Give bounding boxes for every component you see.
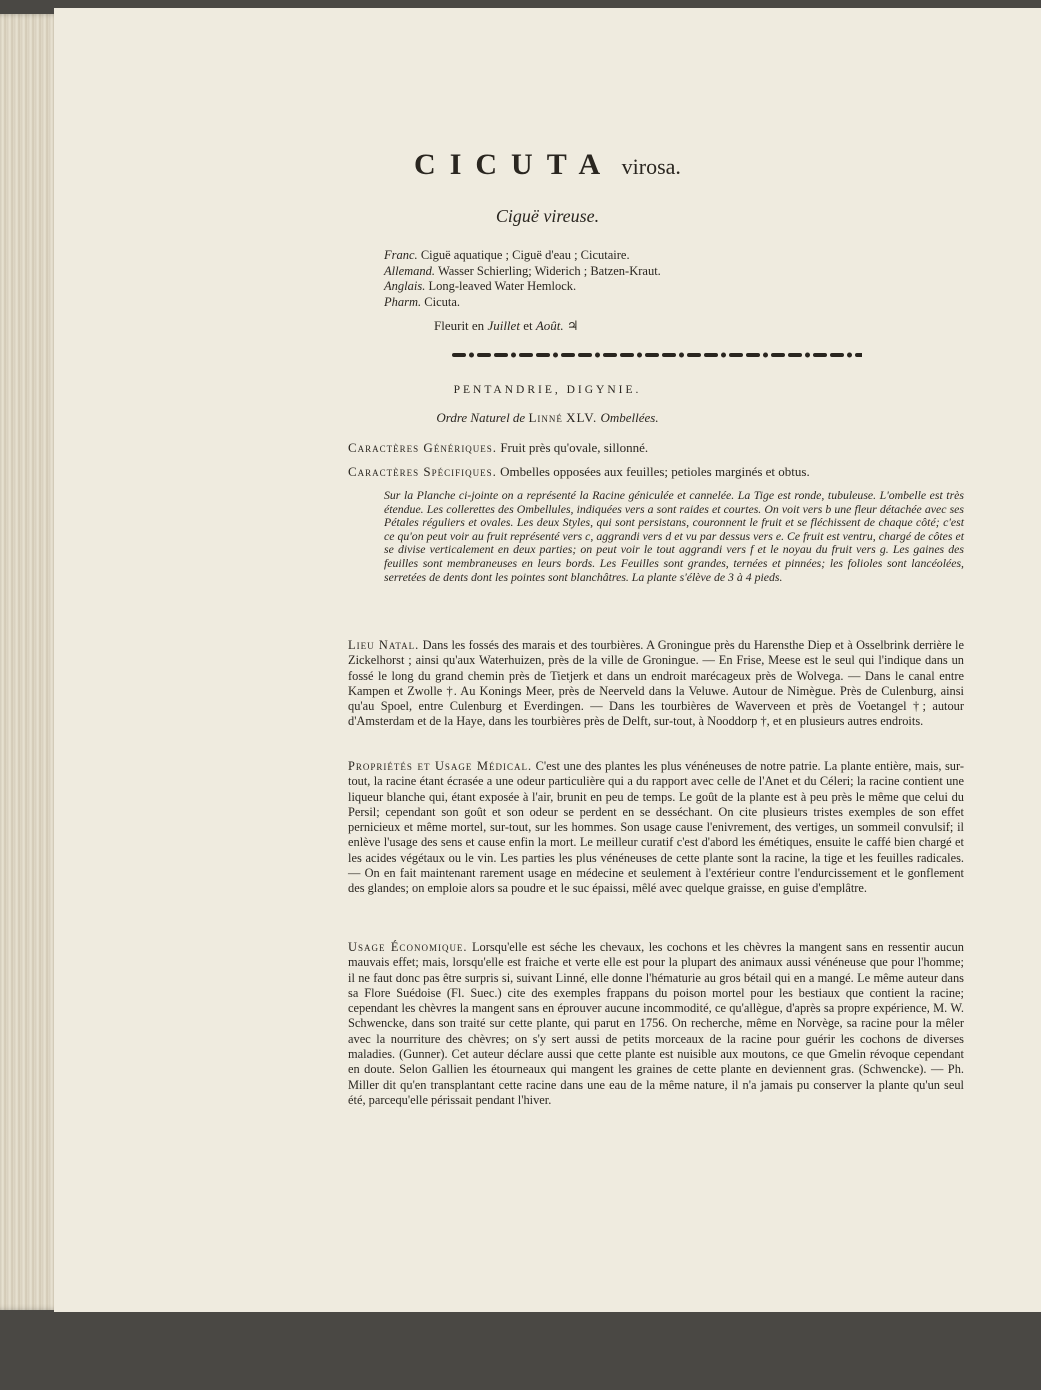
background-below-book — [0, 1312, 1041, 1390]
ornament-mark — [603, 353, 617, 357]
ornament-mark — [855, 353, 862, 357]
specific-label: Caractères Spécifiques. — [348, 464, 497, 479]
ornament-mark — [595, 353, 600, 358]
name-line — [384, 295, 661, 311]
ornament-mark — [771, 353, 785, 357]
specific-text: Ombelles opposées aux feuilles; petioles marginés et obtus. — [500, 464, 810, 479]
ornament-mark — [746, 353, 760, 357]
flowering-month-2: Août. — [535, 318, 564, 333]
name-line — [384, 264, 661, 280]
economic-usage-section — [348, 940, 964, 1108]
page-title — [54, 148, 1041, 182]
name-text: Wasser Schierling; Widerich ; Batzen-Kraut. — [437, 263, 661, 278]
flowering-month-1: Juillet — [487, 318, 520, 333]
ornamental-rule — [450, 351, 862, 359]
medical-properties-section — [348, 759, 964, 897]
ornament-mark — [578, 353, 592, 357]
name-line — [384, 248, 661, 264]
order-author: Linné — [528, 410, 563, 425]
name-text: Cicuta. — [424, 294, 461, 309]
ornament-mark — [561, 353, 575, 357]
ornament-mark — [645, 353, 659, 357]
ornament-mark — [553, 353, 558, 358]
ornament-mark — [679, 353, 684, 358]
ornament-mark — [452, 353, 466, 357]
generic-label: Caractères Génériques. — [348, 440, 498, 455]
ornament-mark — [536, 353, 550, 357]
specific-characters — [348, 464, 810, 480]
properties-label: Propriétés et Usage Médical. — [348, 759, 533, 773]
flowering-and: et — [523, 318, 533, 333]
page — [54, 8, 1041, 1312]
native-habitat-section — [348, 638, 964, 730]
perennial-symbol: ♃ — [566, 318, 579, 333]
classification: PENTANDRIE, DIGYNIE. — [453, 384, 642, 396]
language-label: Franc. — [384, 248, 418, 262]
page-edges — [0, 14, 62, 1310]
ornament-mark — [763, 353, 768, 358]
natural-order — [54, 410, 1041, 426]
ornament-mark — [494, 353, 508, 357]
ornament-mark — [704, 353, 718, 357]
ornament-mark — [788, 353, 802, 357]
order-prefix: Ordre Naturel de — [436, 410, 526, 425]
name-text: Ciguë aquatique ; Ciguë d'eau ; Cicutaire. — [420, 248, 630, 262]
ornament-mark — [637, 353, 642, 358]
common-name: Ciguë vireuse. — [495, 206, 600, 226]
ornament-mark — [729, 353, 743, 357]
language-label: Anglais. — [384, 279, 426, 293]
name-line — [384, 279, 661, 295]
plate-description: Sur la Planche ci-jointe on a représenté la Racine géniculée et cannelée. La Tige est ronde, tubuleuse. L'ombelle est très étendue. Les collerettes des Ombellules, indiquées vers a sont raides et courtes. On voit vers b une fleur détachée avec ses Pétales réguliers et ovales. Les deux Styles, qui sont persistans, couronnent le fruit et se fléchissent de chaque côté; c'est ce qu'on peut voir au fruit représenté vers c, aggrandi vers d et vu par dessus vers e. Ce fruit est ventru, chargé de côtes et se divise verticalement en deux parties; on peut voir le tout aggrandi vers f et le noyau du fruit vers g. Les gaines des feuilles sont membraneuses en leurs bords. Les Feuilles sont grandes, ternées et pinnées; les folioles sont lancéolées, serretées de dents dont les pointes sont blanchâtres. La plante s'élève de 3 à 4 pieds. — [384, 488, 964, 584]
ornament-mark — [662, 353, 676, 357]
language-label: Pharm. — [384, 294, 422, 309]
ornament-mark — [847, 353, 852, 358]
ornament-mark — [469, 353, 474, 358]
ornament-mark — [620, 353, 634, 357]
ornament-mark — [511, 353, 516, 358]
generic-text: Fruit près qu'ovale, sillonné. — [500, 440, 649, 455]
ornament-mark — [830, 353, 844, 357]
flowering-line — [434, 318, 579, 334]
habitat-label: Lieu Natal. — [348, 638, 420, 652]
language-label: Allemand. — [384, 263, 436, 278]
genus-name: CICUTA — [414, 148, 615, 181]
ornament-mark — [805, 353, 810, 358]
order-family: Ombellées. — [600, 410, 659, 425]
properties-text: C'est une des plantes les plus vénéneuses de notre patrie. La plante entière, mais, sur-tout, la racine étant écrasée a une odeur particulière qui a du rapport avec celle de l'Anet et du Céleri; la racine contient une liqueur blanche qui, étant exposée à l'air, brunit en peu de temps. Le goût de la plante est à peu près le même que celui du Persil; cependant son goût et son odeur se perdent en se desséchant. On cite plusieurs tristes exemples de son effet pernicieux et même mortel, sur-tout, sur les hommes. Son usage cause l'enivrement, des vertiges, un sommeil convulsif; il enlève l'usage des sens et cause enfin la mort. Le meilleur curatif c'est d'abord les émétiques, ensuite le caffé bien chargé et les acides végétaux ou le vin. Les parties les plus vénéneuses de cette plante sont la racine, la tige et les feuilles radicales. — On en fait maintenant rarement usage en médecine et seulement à l'extérieur contre l'endurcissement et le gonflement des glandes; on emploie alors sa poudre et le suc épaissi, mêlé avec quelque graisse, en guise d'emplâtre. — [348, 759, 964, 896]
habitat-text: Dans les fossés des marais et des tourbières. A Groningue près du Harensthe Diep et à Osselbrink derrière le Zickelhorst ; ainsi qu'aux Waterhuizen, près de la ville de Groningue. — En Frise, Meese est le seul qui l'indique dans un fossé le long du grand chemin près de Tietjerk et dans un endroit marécageux près de Wolvega. — Dans le canal entre Kampen et Zwolle †. Au Konings Meer, près de Neerveld dans la Veluwe. Autour de Nimègue. Près de Culenburg, ainsi qu'au Spoel, entre Culenburg et Everdingen. — Dans les tourbières de Waverveen et près de Voetangel †; autour d'Amsterdam et de la Haye, dans les tourbières près de Delft, sur-tout, à Nooddorp †, et en plusieurs autres endroits. — [348, 638, 964, 729]
ornament-mark — [477, 353, 491, 357]
ornament-mark — [519, 353, 533, 357]
ornament-mark — [687, 353, 701, 357]
usage-label: Usage Économique. — [348, 940, 468, 954]
generic-characters — [348, 440, 648, 456]
ornament-mark — [721, 353, 726, 358]
vernacular-names — [384, 248, 661, 310]
ornament-mark — [813, 353, 827, 357]
flowering-prefix: Fleurit en — [434, 318, 485, 333]
order-number: XLV. — [566, 410, 598, 425]
name-text: Long-leaved Water Hemlock. — [428, 279, 577, 293]
species-name: virosa. — [621, 154, 681, 179]
usage-text: Lorsqu'elle est séche les chevaux, les cochons et les chèvres la mangent sans en ressentir aucun mauvais effet; mais, lorsqu'elle est fraiche et verte elle est pour la plupart des animaux aussi vénéneuse que pour l'homme; il ne faut donc pas être surpris si, suivant Linné, elle donne l'hématurie au gros bétail qui en a mangé. Le même auteur dans sa Flore Suédoise (Fl. Suec.) cite des exemples frappans du poison mortel pour les bestiaux que contient la racine; cependant les chèvres la mangent sans en éprouver aucune incommodité, ce qu'allègue, d'après sa propre expérience, M. W. Schwencke, dans son traité sur cette plante, qui parut en 1756. On recherche, même en Norvège, sa racine pour la mêler avec la nourriture des chèvres; on s'y sert aussi de petits morceaux de la racine pour guérir les cochons de diverses maladies. (Gunner). Cet auteur déclare aussi que cette plante est nuisible aux moutons, ce que Gmelin révoque cependant en doute. Selon Gallien les étourneaux qui mangent les graines de cette plante en deviennent gras. (Schwencke). — Ph. Miller dit qu'en transplantant cette racine dans une eau de la même nature, il n'a jamais pu conserver la plante qu'un seul été, parcequ'elle périssait pendant l'hiver. — [348, 940, 964, 1107]
